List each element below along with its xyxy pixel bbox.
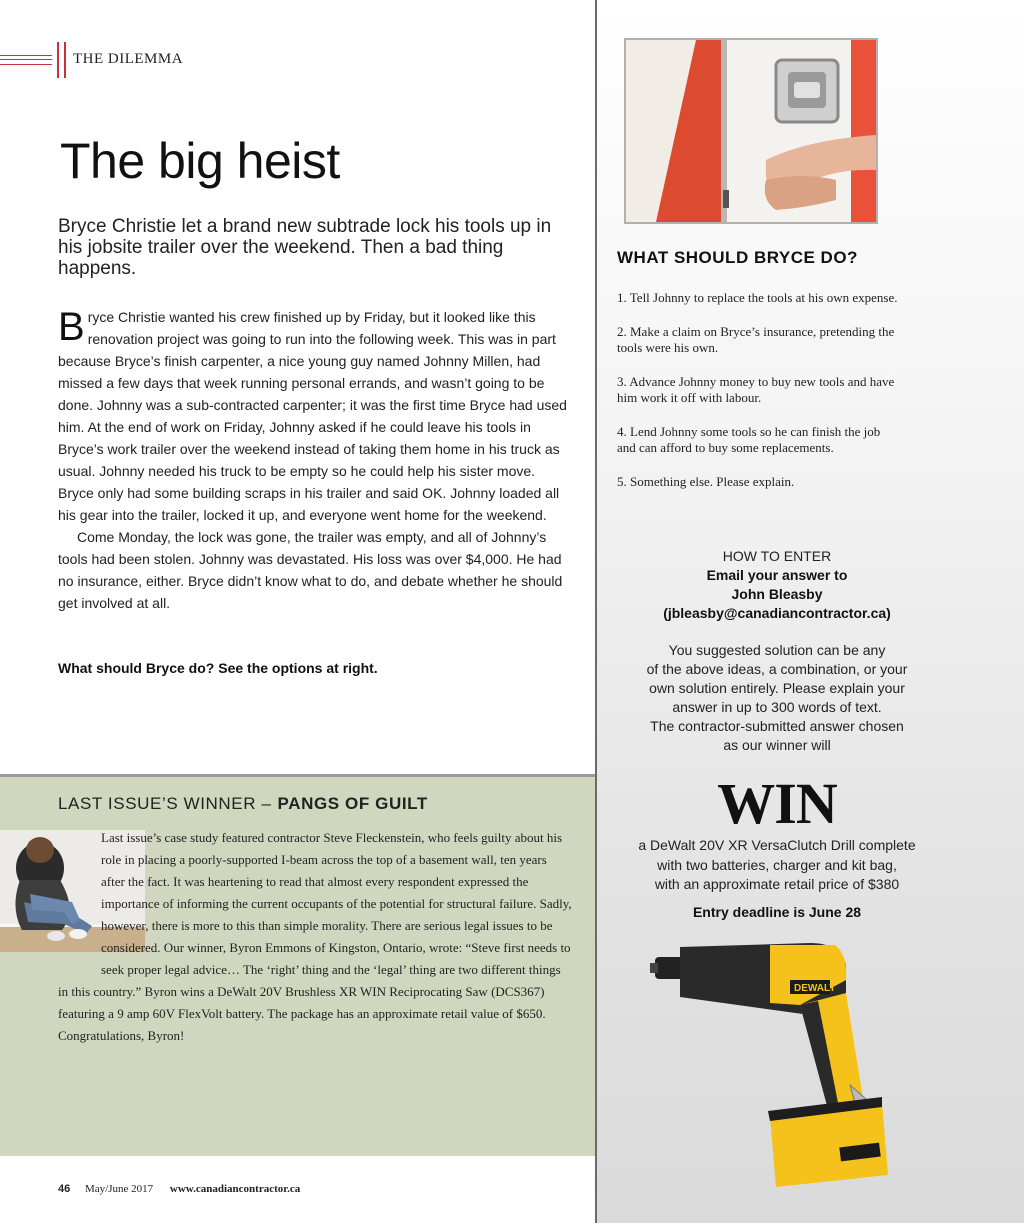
body-paragraph-1 [58,306,570,526]
contact-name: John Bleasby [731,586,823,602]
prize-line: a DeWalt 20V XR VersaClutch Drill complete [638,837,916,853]
suggestion-line: answer in up to 300 words of text. [672,699,882,715]
entry-deadline: Entry deadline is June 28 [692,904,862,920]
email-instruction: Email your answer to [706,567,848,583]
drill-product-image [650,935,900,1195]
last-issue-winner-box [0,774,595,1156]
winner-text [58,827,572,1047]
photo-text-wrap-spacer [0,827,101,981]
how-to-enter-block [627,547,927,755]
issue-date: May/June 2017 [85,1183,154,1195]
spacer [627,623,927,641]
winner-heading-prefix: LAST ISSUE’S WINNER – [58,794,272,813]
prize-line: with an approximate retail price of $380 [654,876,900,892]
winner-heading [58,794,428,814]
option-item: 5. Something else. Please explain. [617,473,795,489]
trailer-door-photo [624,38,878,224]
suggestion-line: of the above ideas, a combination, or your [646,661,908,677]
body-question: What should Bryce do? See the options at right. [58,660,378,676]
body-paragraph-2: Come Monday, the lock was gone, the trailer was empty, and all of Johnny’s tools had been stolen. Johnny was devastated. His loss was over $4,000. He had no insurance, either. Bryce didn’t know what to do, and debate whether he should get involved at all. [58,529,563,611]
body-paragraph-1-text: ryce Christie wanted his crew finished up by Friday, but it looked like this renovation project was going to run into the following week. This was in part because Bryce’s finish carpenter, a nice young guy named Johnny Millen, had missed a few days that week running personal errands, and wasn’t going to be done. Johnny was a sub-contracted carpenter; it was the first time Bryce had used him. At the end of work on Friday, Johnny asked if he could leave his tools in Bryce’s work trailer over the weekend instead of taking them home in his truck as usual. Johnny needed his truck to be empty so he could help his sister move. Bryce only had some building scraps in his trailer and said OK. Johnny loaded all his gear into the trailer, locked it up, and everyone went home for the weekend. [58,309,567,523]
section-label: THE DILEMMA [73,51,184,67]
option-item: 4. Lend Johnny some tools so he can finish the job and can afford to buy some replacements. [617,423,881,455]
tag-rule-lines [0,55,52,65]
article-body [58,306,570,614]
options-list [617,290,902,507]
suggestion-line: as our winner will [723,737,831,753]
winner-text-content: Last issue’s case study featured contractor Steve Fleckenstein, who feels guilty about his role in placing a poorly-supported I-beam across the top of a basement wall, ten years after the fact. It was heartening to read that almost every respondent expressed the importance of informing the current occupants of the potential for structural failure. Sadly, however, there is more to this than simple morality. There are serious legal issues to be considered. Our winner, Byron Emmons of Kingston, Ontario, wrote: “Steve first needs to seek proper legal advice… The ‘right’ thing and the ‘legal’ thing are two different things in this country.” Byron wins a DeWalt 20V Brushless XR WIN Reciprocating Saw (DCS367) featuring a 9 amp 60V FlexVolt battery. The package has an approximate retail value of $650. Congratulations, Byron! [58,830,572,1043]
option-item: 3. Advance Johnny money to buy new tools and have him work it off with labour. [617,373,895,405]
page-footer [58,1183,300,1195]
option-item: 1. Tell Johnny to replace the tools at his own expense. [617,290,898,305]
win-headline: WIN [717,771,837,836]
prize-line: with two batteries, charger and kit bag, [657,856,897,873]
section-tag [0,42,260,78]
deck: Bryce Christie let a brand new subtrade lock his tools up in his jobsite trailer over the weekend. Then a bad thing happens. [58,216,552,279]
winner-heading-title: PANGS OF GUILT [277,794,428,813]
suggestion-line: own solution entirely. Please explain your [649,680,905,696]
sidebar-heading: WHAT SHOULD BRYCE DO? [617,248,858,267]
contact-email-link[interactable]: (jbleasby@canadiancontractor.ca) [663,605,891,621]
drop-cap: B [58,305,85,349]
suggestion-line: You suggested solution can be any [668,642,886,658]
how-to-enter-label: HOW TO ENTER [722,548,832,564]
drill-brand-label: DEWALT [794,983,836,994]
suggestion-line: The contractor-submitted answer chosen [650,718,904,734]
prize-description [627,836,927,895]
option-item: 2. Make a claim on Bryce’s insurance, pretending the tools were his own. [617,323,895,355]
page-number: 46 [58,1183,71,1195]
tag-rule-bars [57,42,66,78]
website-url: www.canadiancontractor.ca [169,1183,301,1195]
headline: The big heist [60,133,340,189]
